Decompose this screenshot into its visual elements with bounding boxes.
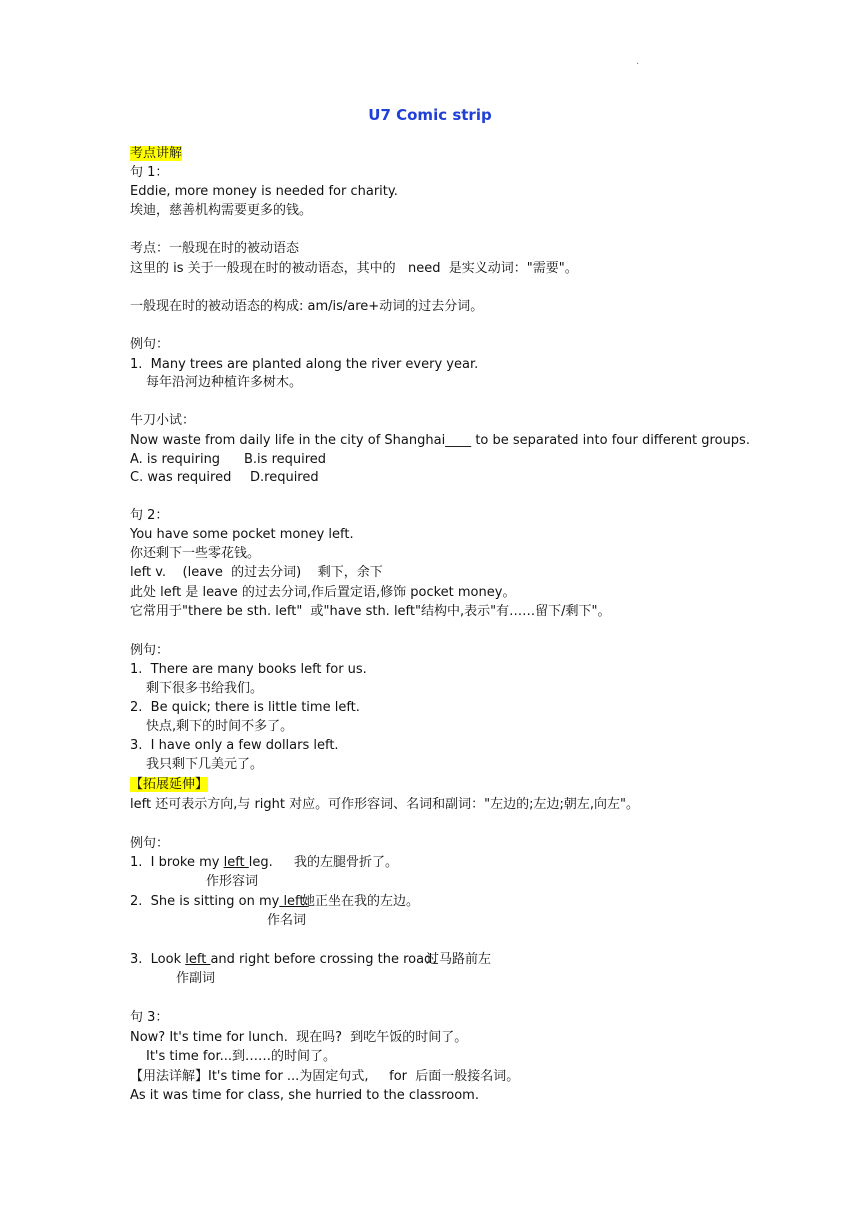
extension-example-2-chinese: 她正坐在我的左边。 [302, 894, 420, 909]
sentence-2-example-2-chinese: 快点,剩下的时间不多了。 [146, 719, 294, 734]
trial-label: 牛刀小试： [130, 413, 196, 428]
sentence-2-example-3: 3. I have only a few dollars left. [130, 738, 339, 753]
sentence-2-explanation-1: 此处 left 是 leave 的过去分词,作后置定语,修饰 pocket money。 [130, 585, 516, 600]
sentence-3-usage: 【用法详解】It's time for ...为固定句式, for 后面一般接名词。 [130, 1069, 520, 1084]
sentence-2-definition: left v. (leave 的过去分词) 剩下，余下 [130, 565, 383, 580]
page-marker-dot: . [636, 56, 640, 67]
trial-option-a: A. is requiring [130, 452, 221, 467]
sentence-3-label: 句 3： [130, 1010, 169, 1025]
extension-example-3: 3. Look left and right before crossing the road. [130, 952, 437, 967]
sentence-2-label: 句 2： [130, 508, 169, 523]
extension-example-2: 2. She is sitting on my left. [130, 894, 309, 909]
sentence-2-explanation-2: 它常用于"there be sth. left" 或"have sth. left"结构中,表示"有……留下/剩下"。 [130, 604, 611, 619]
trial-question: Now waste from daily life in the city of Shanghai____ to be separated into four different groups. [130, 433, 750, 448]
sentence-1-example-label: 例句： [130, 337, 170, 352]
extension-example-2-note: 作名词 [267, 913, 307, 928]
sentence-2-example-3-chinese: 我只剩下几美元了。 [146, 757, 264, 772]
extension-heading: 【拓展延伸】 [130, 777, 209, 792]
sentence-2-example-1: 1. There are many books left for us. [130, 662, 367, 677]
sentence-1-english: Eddie, more money is needed for charity. [130, 184, 398, 199]
trial-option-d: D.required [250, 470, 319, 485]
sentence-3-english: Now? It's time for lunch. 现在吗? 到吃午饭的时间了。 [130, 1030, 468, 1045]
trial-option-c: C. was required [130, 470, 232, 485]
section-heading-kaodian: 考点讲解 [130, 146, 183, 161]
sentence-1-explanation: 这里的 is 关于一般现在时的被动语态，其中的 need 是实义动词："需要"。 [130, 261, 578, 276]
sentence-1-label: 句 1： [130, 165, 169, 180]
extension-example-3-note: 作副词 [176, 971, 216, 986]
sentence-1-chinese: 埃迪，慈善机构需要更多的钱。 [130, 203, 313, 218]
sentence-1-example-1-chinese: 每年沿河边种植许多树木。 [146, 375, 303, 390]
sentence-2-example-1-chinese: 剩下很多书给我们。 [146, 681, 264, 696]
sentence-2-chinese: 你还剩下一些零花钱。 [130, 546, 261, 561]
extension-example-1-note: 作形容词 [206, 874, 259, 889]
sentence-2-example-2: 2. Be quick; there is little time left. [130, 700, 360, 715]
extension-example-1: 1. I broke my left leg. [130, 855, 273, 870]
sentence-1-point: 考点：一般现在时的被动语态 [130, 241, 300, 256]
extension-explanation: left 还可表示方向,与 right 对应。可作形容词、名词和副词："左边的;左边;朝左,向左"。 [130, 797, 639, 812]
sentence-1-example-1: 1. Many trees are planted along the river every year. [130, 357, 479, 372]
sentence-1-form: 一般现在时的被动语态的构成: am/is/are+动词的过去分词。 [130, 299, 484, 314]
page-title: U7 Comic strip [368, 106, 492, 124]
sentence-3-example: As it was time for class, she hurried to the classroom. [130, 1088, 479, 1103]
trial-option-b: B.is required [244, 452, 327, 467]
extension-example-1-chinese: 我的左腿骨折了。 [294, 855, 399, 870]
sentence-3-pattern: It's time for...到……的时间了。 [146, 1049, 336, 1064]
extension-example-3-chinese: 过马路前左 [426, 952, 492, 967]
sentence-2-example-label: 例句： [130, 643, 170, 658]
extension-example-label: 例句： [130, 836, 170, 851]
sentence-2-english: You have some pocket money left. [130, 527, 354, 542]
